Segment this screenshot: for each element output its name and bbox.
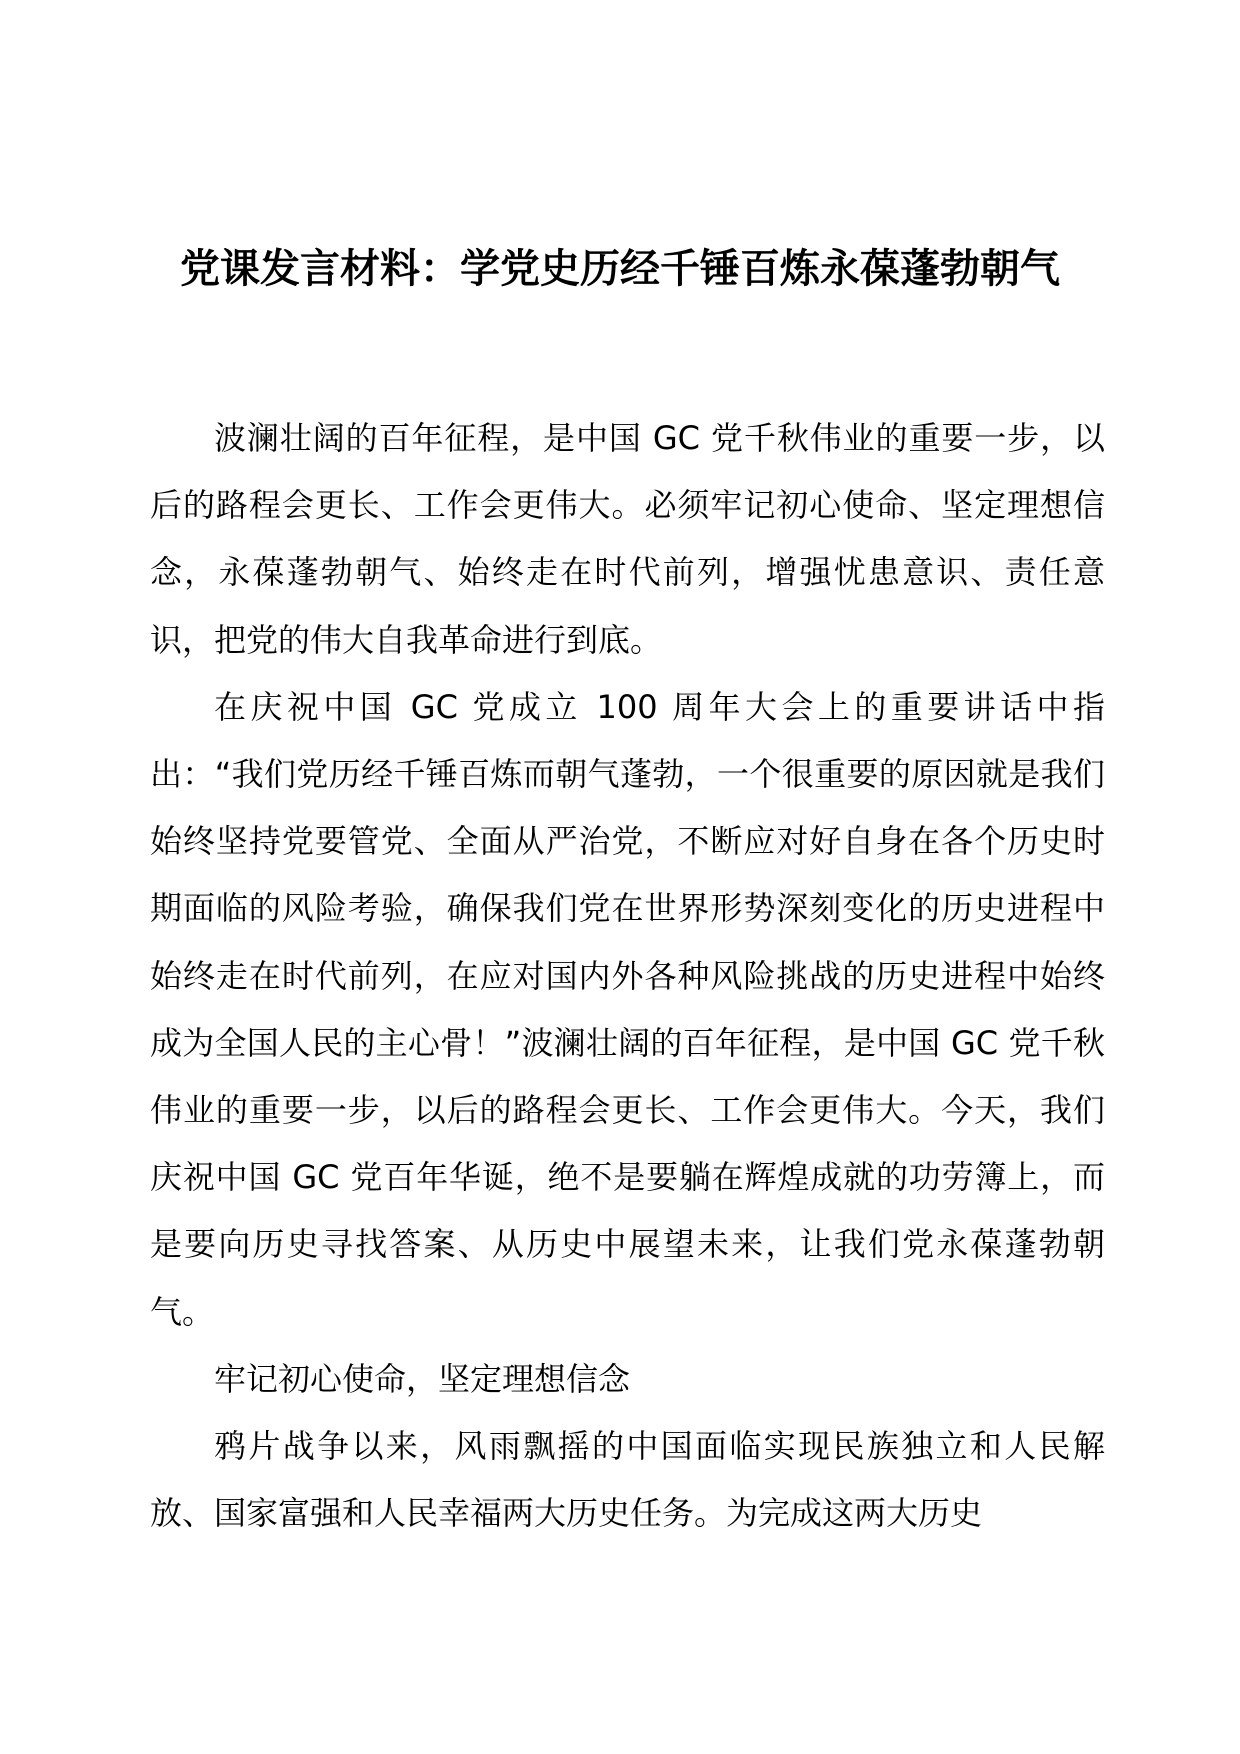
section-heading: 牢记初心使命，坚定理想信念 [214,1359,631,1398]
paragraph-speech-quote: 在庆祝中国 GC 党成立 100 周年大会上的重要讲话中指出：“我们党历经千锤百炼而朝气蓬勃，一个很重要的原因就是我们始终坚持党要管党、全面从严治党，不断应对好自身在各个历史时期面临的风险考验，确保我们党在世界形势深刻变化的历史进程中始终走在时代前列，在应对国内外各种风险挑战的历史进程中始终成为全国人民的主心骨！”波澜壮阔的百年征程，是中国 GC 党千秋伟业的重要一步，以后的路程会更长、工作会更伟大。今天，我们庆祝中国 GC 党百年华诞，绝不是要躺在辉煌成就的功劳簿上，而是要向历史寻找答案、从历史中展望未来，让我们党永葆蓬勃朝气。 [150,687,1105,1331]
paragraph-history: 鸦片战争以来，风雨飘摇的中国面临实现民族独立和人民解放、国家富强和人民幸福两大历史任务。为完成这两大历史 [150,1427,1105,1533]
document-body [150,405,1105,1547]
document-title: 党课发言材料：学党史历经千锤百炼永葆蓬勃朝气 [180,246,1060,292]
paragraph-intro: 波澜壮阔的百年征程，是中国 GC 党千秋伟业的重要一步，以后的路程会更长、工作会更伟大。必须牢记初心使命、坚定理想信念，永葆蓬勃朝气、始终走在时代前列，增强忧患意识、责任意识，把党的伟大自我革命进行到底。 [150,419,1105,659]
